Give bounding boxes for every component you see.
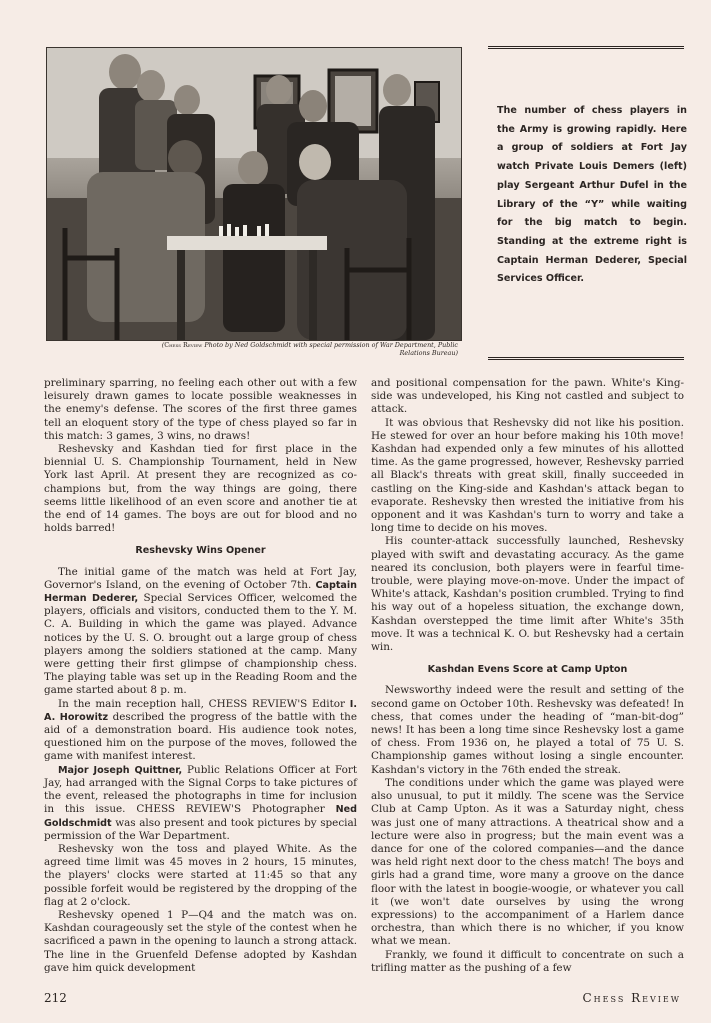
paragraph: The conditions under which the game was played were also unusual, to put it mildly. The scene was the Service Club at Camp Upton. As it was a Saturday night, chess was just one of many attractions. A theatrical show and a lecture were also in progress; but the main event was a dance for one of the colored companies—and the dance was held right next door to the chess match! The boys and girls had a grand time, wore many a groove on the dance floor with the latest in boogie-woogie, or whatever you call it (we won't date ourselves by using the wrong expressions) to the accompaniment of a Harlem dance orchestra, than which there is no whicher, if you know what we mean. xyxy=(371,776,684,948)
person-name: I. A. Horowitz xyxy=(44,698,357,723)
photo-soldiers-chess xyxy=(46,47,462,341)
person-name: Major Joseph Quittner, xyxy=(58,764,183,776)
paragraph: His counter-attack successfully launched, Reshevsky played with swift and devastating accuracy. As the game neared its conclusion, both players were in fearful time-trouble, were playing move-on-move. Under the impact of White's attack, Kashdan's position crumbled. Trying to find his way out of a hopeless situation, the exchange down, Kashdan overstepped the time limit after White's 35th move. It was a technical K. O. but Reshevsky had a certain win. xyxy=(371,535,684,654)
photo-credit: (Chess Review Photo by Ned Goldschmidt with special permission of War Department, Public Relations Bureau) xyxy=(161,341,458,357)
photo-illustration xyxy=(47,48,461,340)
paragraph: It was obvious that Reshevsky did not like his position. He stewed for over an hour before making his 10th move! Kashdan had expended only a few minutes of his allotted time. As the game progressed, however, Reshevsky parried all Black's threats with great skill, finally succeeded in castling on the King-side and Kashdan's attack began to evaporate. Reshevsky then wrested the initiative from his opponent and it was Kashdan's turn to worry and take a long time to decide on his moves. xyxy=(371,416,684,535)
article-column-left xyxy=(44,377,357,975)
paragraph: preliminary sparring, no feeling each other out with a few leisurely drawn games to locate possible weaknesses in the enemy's defense. The scores of the first three games tell an eloquent story of the type of chess played so far in this match: 3 games, 3 wins, no draws! xyxy=(44,377,357,442)
section-heading-reshevsky-wins-opener: Reshevsky Wins Opener xyxy=(135,545,266,557)
paragraph: The initial game of the match was held at Fort Jay, Governor's Island, on the evening of October 7th. Captain Herman Dederer, Special Services Officer, welcomed the players, officials and visitors, conducted them to the Y. M. C. A. Building in which the game was played. Advance notices by the U. S. O. brought out a large group of chess players among the soldiers stationed at the camp. Many were getting their first glimpse of championship chess. The playing table was set up in the Reading Room and the game started about 8 p. m. xyxy=(44,565,358,697)
paragraph: and positional compensation for the pawn. White's King-side was undeveloped, his King not castled and subject to attack. xyxy=(371,377,684,416)
person-name: Ned Goldschmidt xyxy=(44,804,358,829)
section-heading-kashdan-evens-score: Kashdan Evens Score at Camp Upton xyxy=(427,664,628,676)
paragraph: Frankly, we found it difficult to concentrate on such a trifling matter as the pushing of a few xyxy=(371,948,684,974)
article-column-right xyxy=(371,377,684,975)
page-number: 212 xyxy=(44,991,67,1005)
caption-bottom-rule xyxy=(488,357,684,360)
paragraph: In the main reception hall, CHESS REVIEW'S Editor I. A. Horowitz described the progress of the battle with the aid of a demonstration board. His audience took notes, questioned him on the purpose of the moves, followed the game with manifest interest. xyxy=(44,697,358,763)
credit-text: Photo by Ned Goldschmidt with special permission of War Department, Public Relations Bureau xyxy=(204,341,458,357)
credit-source: Chess Review xyxy=(164,341,203,349)
photo-caption: The number of chess players in the Army is growing rapidly. Here a group of soldiers at Fort Jay watch Private Louis Demers (left) play Sergeant Arthur Dufel in the Library of the “Y” while waiting for the big match to begin. Standing at the extreme right is Captain Herman Dederer, Special Services Officer. xyxy=(497,105,687,285)
caption-top-rule xyxy=(488,46,684,49)
paragraph: Newsworthy indeed were the result and setting of the second game on October 10th. Reshevsky was defeated! In chess, that comes under the heading of “man-bit-dog” news! It has been a long time since Reshevsky lost a game of chess. From 1936 on, he played a total of 75 U. S. Championship games without losing a single encounter. Kashdan's victory in the 76th ended the streak. xyxy=(371,684,684,776)
paragraph: Reshevsky and Kashdan tied for first place in the biennial U. S. Championship Tournament, held in New York last April. At present they are recognized as co-champions but, from the way things are going, there seems little likelihood of an even score and another tie at the end of 14 games. The boys are out for blood and no holds barred! xyxy=(44,443,357,535)
paragraph: Major Joseph Quittner, Public Relations Officer at Fort Jay, had arranged with the Signal Corps to take pictures of the event, released the photographs in time for inclusion in this issue. CHESS REVIEW'S Photographer Ned Goldschmidt was also present and took pictures by special permission of the War Department. xyxy=(44,763,358,842)
journal-name: Chess Review xyxy=(582,991,681,1005)
paragraph: Reshevsky opened 1 P—Q4 and the match was on. Kashdan courageously set the style of the contest when he sacrificed a pawn in the opening to launch a strong attack. The line in the Gruenfeld Defense adopted by Kashdan gave him quick development xyxy=(44,908,357,974)
paragraph: Reshevsky won the toss and played White. As the agreed time limit was 45 moves in 2 hours, 15 minutes, the players' clocks were started at 11:45 so that any possible forfeit would be registered by the dropping of the flag at 2 o'clock. xyxy=(44,842,357,908)
person-name: Captain Herman Dederer, xyxy=(44,579,358,605)
